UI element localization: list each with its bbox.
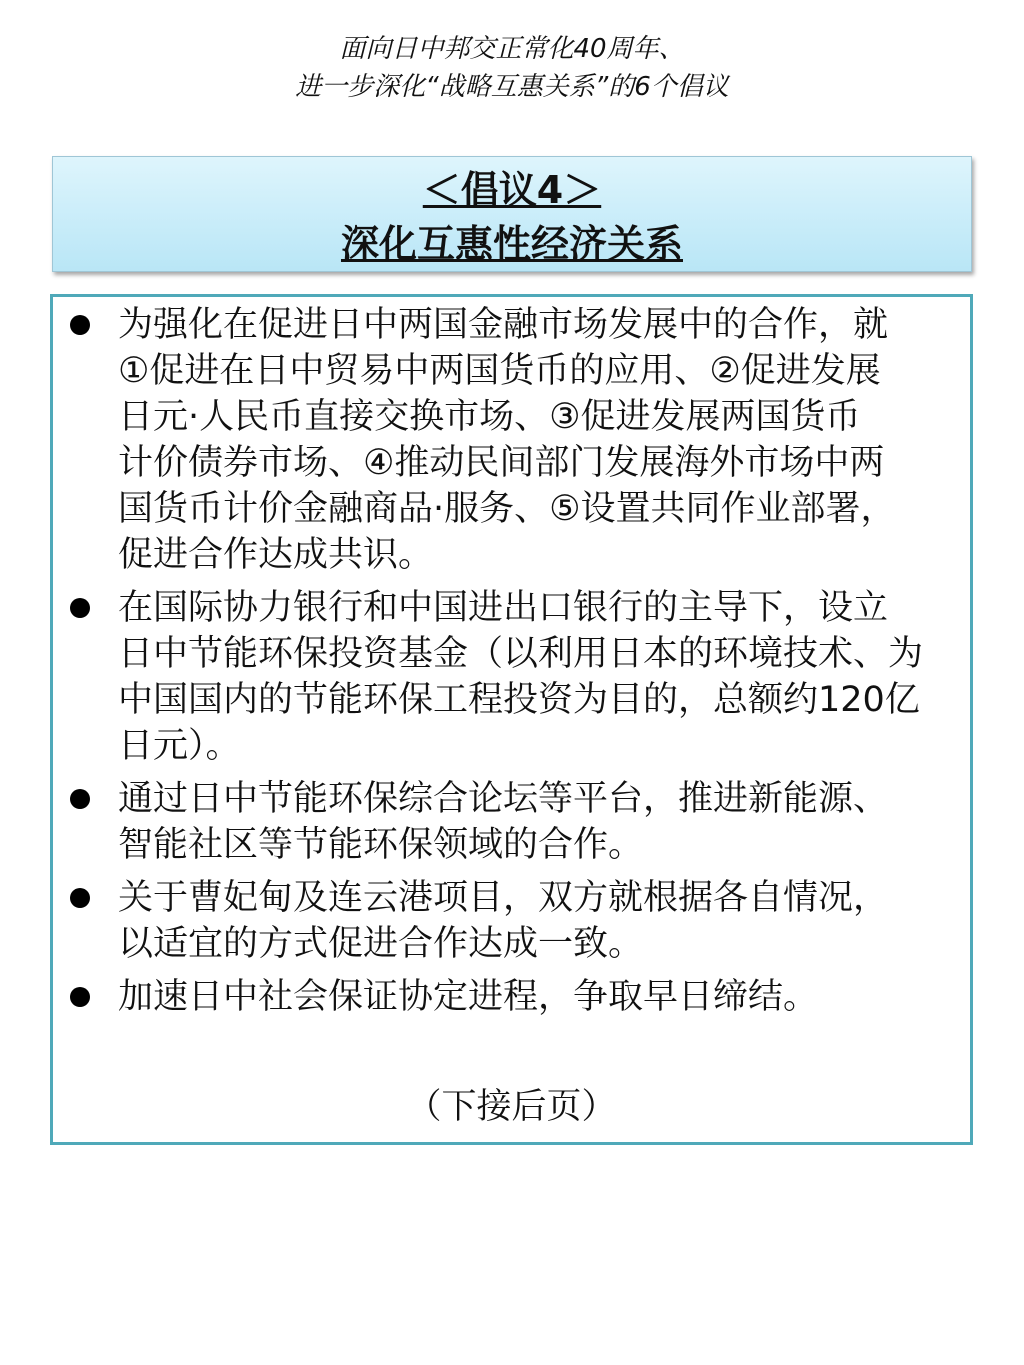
bullet-line: 智能社区等节能环保领域的合作。 (118, 825, 644, 865)
bullet-dot-icon (70, 987, 90, 1007)
bullet-line: 为强化在促进日中两国金融市场发展中的合作，就 (118, 305, 889, 345)
bullet-line: 日中节能环保投资基金（以利用日本的环境技术、为 (118, 634, 924, 674)
bullet-list (53, 302, 970, 1020)
proposal-title: 深化互惠性经济关系 (340, 222, 683, 266)
bullet-item (53, 974, 970, 1020)
bullet-dot-icon (70, 888, 90, 908)
bullet-dot-icon (70, 598, 90, 618)
bullet-dot-icon (70, 315, 90, 335)
bullet-line: 通过日中节能环保综合论坛等平台，推进新能源、 (118, 779, 889, 819)
bullet-dot-icon (70, 789, 90, 809)
header-line-2: 进一步深化“战略互惠关系”的6个倡议 (295, 72, 729, 102)
bullet-line: 以适宜的方式促进合作达成一致。 (118, 924, 644, 964)
bullet-line: 在国际协力银行和中国进出口银行的主导下，设立 (118, 588, 889, 628)
bullet-line: ①促进在日中贸易中两国货币的应用、②促进发展 (118, 351, 881, 391)
proposal-number: ＜倡议4＞ (422, 168, 602, 212)
bullet-line: 促进合作达成共识。 (118, 535, 434, 575)
bullet-line: 关于曹妃甸及连云港项目，双方就根据各自情况， (118, 878, 889, 918)
bullet-line: 日元·人民币直接交换市场、③促进发展两国货币 (118, 397, 861, 437)
bullet-item (53, 875, 970, 967)
bullet-line: 日元）。 (118, 726, 241, 766)
bullet-item (53, 302, 970, 578)
bullet-line: 加速日中社会保证协定进程，争取早日缔结。 (118, 977, 819, 1017)
header-line-1: 面向日中邦交正常化40周年、 (339, 34, 685, 64)
bullet-item (53, 776, 970, 868)
proposal-title-box (52, 156, 972, 272)
bullet-line: 中国国内的节能环保工程投资为目的，总额约120亿 (118, 680, 920, 720)
document-header (0, 30, 1024, 106)
bullet-line: 计价债券市场、④推动民间部门发展海外市场中两 (118, 443, 885, 483)
content-box (50, 294, 973, 1145)
continued-note: （下接后页） (406, 1087, 617, 1127)
bullet-item (53, 585, 970, 769)
bullet-line: 国货币计价金融商品·服务、⑤设置共同作业部署， (118, 489, 896, 529)
